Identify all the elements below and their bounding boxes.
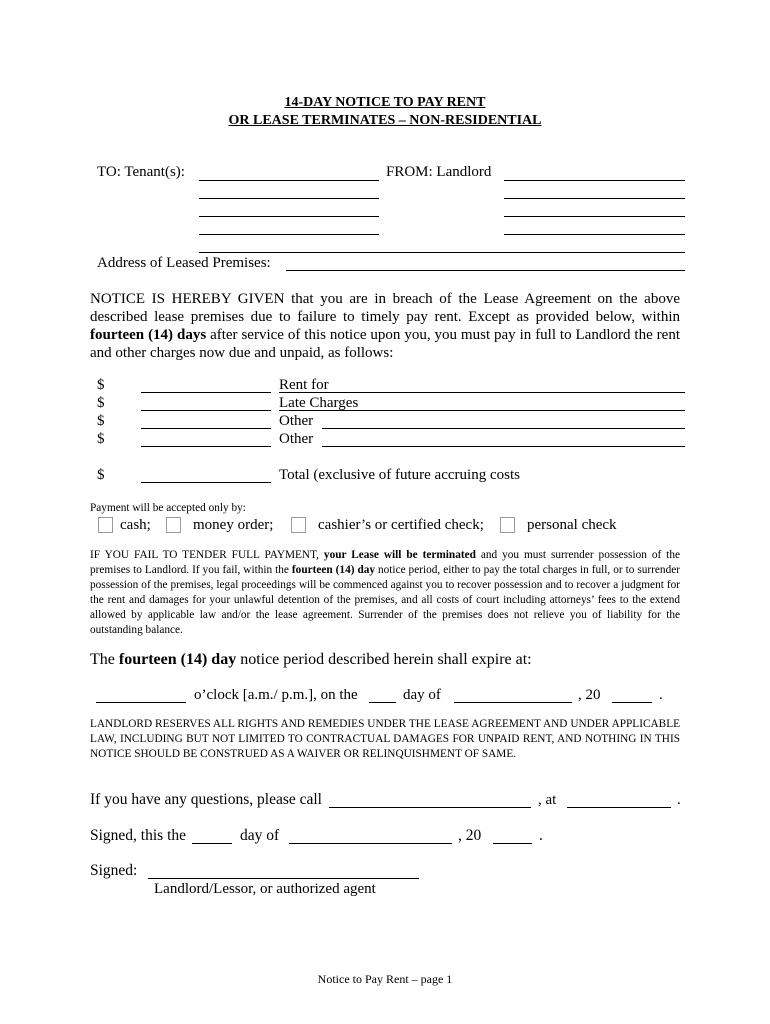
currency-symbol: $ bbox=[97, 413, 105, 429]
signed-day-field[interactable] bbox=[192, 843, 232, 844]
currency-symbol: $ bbox=[97, 395, 105, 411]
signed-month-field[interactable] bbox=[289, 843, 452, 844]
warning-text-2: and you must surrender possession of the premises to Landlord. If you fail, within the bbox=[90, 549, 680, 576]
total-amount-field[interactable] bbox=[141, 482, 271, 483]
other-amount-field-1[interactable] bbox=[141, 428, 271, 429]
charge-label-other-2: Other bbox=[279, 431, 314, 447]
document-title-line2: OR LEASE TERMINATES – NON-RESIDENTIAL bbox=[228, 113, 542, 128]
expiry-year-prefix: , 20 bbox=[578, 687, 601, 703]
tenant-label: TO: Tenant(s): bbox=[97, 164, 185, 180]
address-field[interactable] bbox=[286, 270, 685, 271]
signed-day-of-label: day of bbox=[240, 827, 280, 844]
currency-symbol: $ bbox=[97, 377, 105, 393]
payment-label: Payment will be accepted only by: bbox=[90, 502, 246, 514]
other-description-field-2[interactable] bbox=[322, 446, 685, 447]
money-order-label: money order; bbox=[193, 517, 274, 533]
oclock-label: o’clock [a.m./ p.m.], on the bbox=[194, 687, 358, 703]
warning-bold-1: your Lease will be terminated bbox=[323, 549, 476, 561]
notice-text-1: NOTICE IS HEREBY GIVEN that you are in breach of the Lease Agreement on the above described lease premises due to failure to timely pay rent. Except as provided below, within bbox=[90, 291, 680, 325]
currency-symbol: $ bbox=[97, 467, 105, 483]
cashiers-check-label: cashier’s or certified check; bbox=[318, 517, 484, 533]
notice-text-2: after service of this notice upon you, you must pay in full to Landlord the rent and other charges now due and unpaid, as follows: bbox=[90, 327, 680, 361]
cash-label: cash; bbox=[120, 517, 151, 533]
landlord-name-field-4[interactable] bbox=[504, 234, 685, 235]
tenant-name-field-2[interactable] bbox=[199, 198, 379, 199]
questions-period: . bbox=[677, 792, 681, 808]
reserves-paragraph: LANDLORD RESERVES ALL RIGHTS AND REMEDIES UNDER THE LEASE AGREEMENT AND UNDER APPLICABLE LAW, INCLUDING BUT NOT LIMITED TO CONTRACTUAL DAMAGES FOR UNPAID RENT, AND NOTHING IN THIS NOTICE SHOULD BE CONSTRUED AS A WAIVER OR RELINQUISHMENT OF SAME. bbox=[90, 718, 680, 760]
money-order-checkbox[interactable] bbox=[166, 517, 181, 533]
late-charges-description-field[interactable] bbox=[279, 410, 685, 411]
charge-label-other-1: Other bbox=[279, 413, 314, 429]
questions-at-label: , at bbox=[538, 792, 557, 808]
questions-contact-field[interactable] bbox=[329, 807, 531, 808]
personal-check-checkbox[interactable] bbox=[500, 517, 515, 533]
landlord-name-field-2[interactable] bbox=[504, 198, 685, 199]
signed-year-field[interactable] bbox=[493, 843, 532, 844]
expiry-time-field[interactable] bbox=[96, 702, 186, 703]
other-amount-field-2[interactable] bbox=[141, 446, 271, 447]
expiry-day-field[interactable] bbox=[369, 702, 396, 703]
document-title-line1: 14-DAY NOTICE TO PAY RENT bbox=[284, 95, 486, 110]
landlord-name-field-1[interactable] bbox=[504, 180, 685, 181]
questions-phone-field[interactable] bbox=[567, 807, 671, 808]
warning-text-3: notice period, either to pay the total charges in full, or to surrender possession of the premises, legal proceedings will be commenced against you to recover possession and to recover a judgment for the rent and damages for your unlawful detention of the premises, and all costs of court including attorneys’ fees to the extend allowed by applicable law and/or the lease agreement. Surrender of the premises does not relieve you of liability for the outstanding balance. bbox=[90, 564, 680, 636]
expiry-text-2: notice period described herein shall expire at: bbox=[236, 651, 532, 668]
tenant-name-field-3[interactable] bbox=[199, 216, 379, 217]
landlord-label: FROM: Landlord bbox=[386, 164, 492, 180]
warning-bold-2: fourteen (14) day bbox=[291, 564, 376, 576]
signed-date-label: Signed, this the bbox=[90, 827, 187, 844]
other-description-field-1[interactable] bbox=[322, 428, 685, 429]
questions-label: If you have any questions, please call bbox=[90, 791, 322, 808]
tenant-name-field-1[interactable] bbox=[199, 180, 379, 181]
address-extra-field[interactable] bbox=[199, 252, 685, 253]
charge-label-rent: Rent for bbox=[279, 377, 329, 393]
expiry-period: . bbox=[659, 687, 663, 703]
expiry-heading bbox=[90, 651, 532, 669]
signed-period: . bbox=[539, 827, 543, 844]
currency-symbol: $ bbox=[97, 431, 105, 447]
expiry-day-of-label: day of bbox=[403, 687, 441, 703]
page-footer: Notice to Pay Rent – page 1 bbox=[317, 972, 453, 986]
rent-description-field[interactable] bbox=[279, 392, 685, 393]
signed-year-prefix: , 20 bbox=[458, 827, 482, 844]
cash-checkbox[interactable] bbox=[98, 517, 113, 533]
notice-paragraph bbox=[90, 290, 680, 362]
notice-bold-days: fourteen (14) days bbox=[90, 327, 207, 343]
expiry-text-1: The bbox=[90, 651, 119, 668]
signature-label: Signed: bbox=[90, 862, 138, 879]
expiry-month-field[interactable] bbox=[454, 702, 572, 703]
total-label: Total (exclusive of future accruing costs bbox=[279, 467, 520, 483]
warning-paragraph bbox=[90, 548, 680, 638]
tenant-name-field-4[interactable] bbox=[199, 234, 379, 235]
expiry-year-field[interactable] bbox=[612, 702, 652, 703]
signature-field[interactable] bbox=[148, 878, 419, 879]
warning-text-1: IF YOU FAIL TO TENDER FULL PAYMENT, bbox=[90, 549, 324, 561]
address-label: Address of Leased Premises: bbox=[97, 255, 271, 271]
late-charges-amount-field[interactable] bbox=[141, 410, 271, 411]
cashiers-check-checkbox[interactable] bbox=[291, 517, 306, 533]
landlord-name-field-3[interactable] bbox=[504, 216, 685, 217]
personal-check-label: personal check bbox=[527, 517, 617, 533]
rent-amount-field[interactable] bbox=[141, 392, 271, 393]
signature-caption: Landlord/Lessor, or authorized agent bbox=[154, 881, 376, 897]
charge-label-late: Late Charges bbox=[279, 395, 359, 411]
expiry-bold: fourteen (14) day bbox=[118, 651, 237, 668]
